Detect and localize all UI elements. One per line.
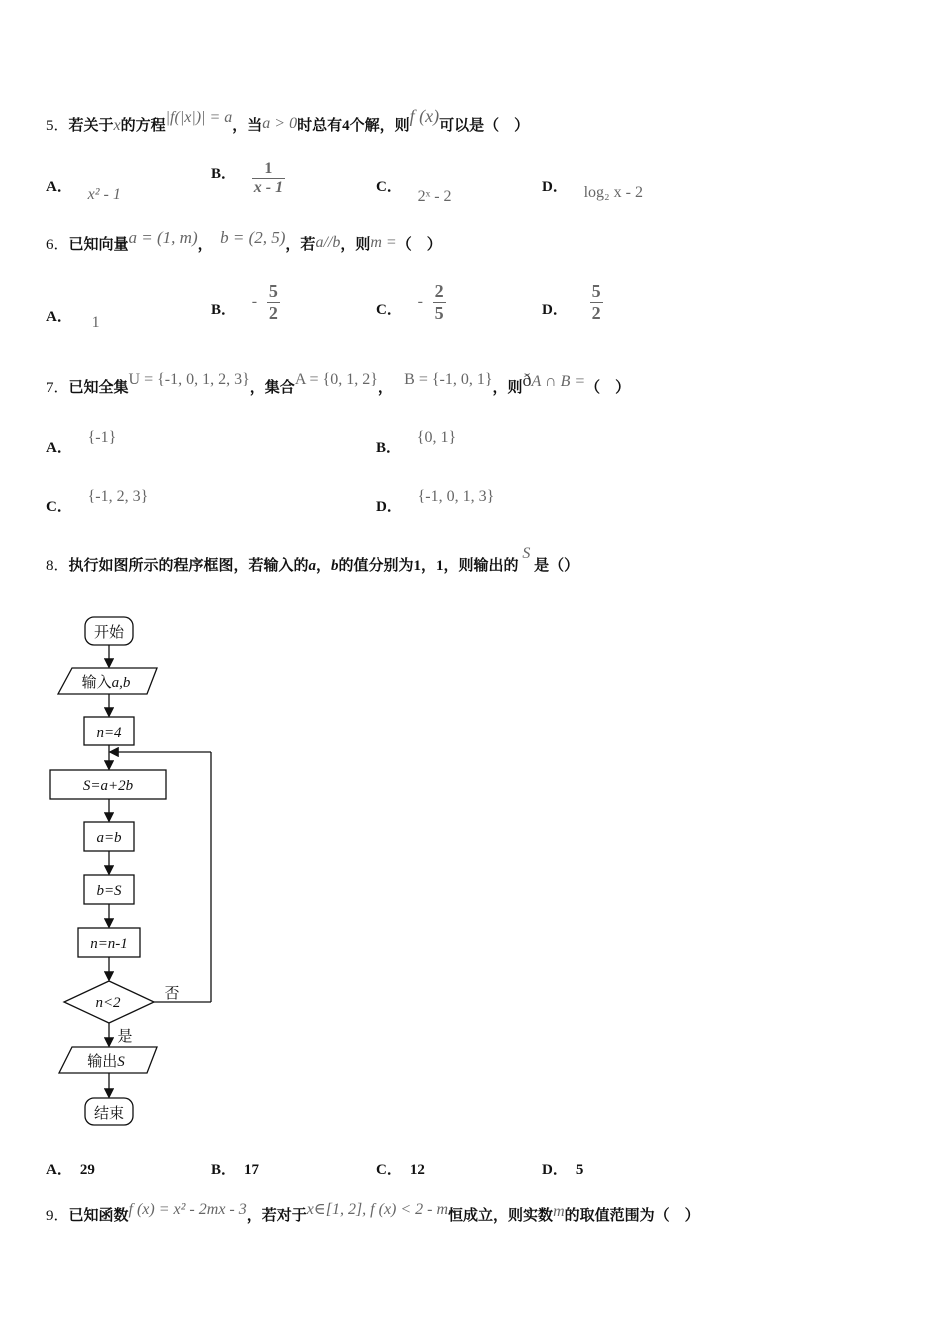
question-text: 恒成立，则实数 (448, 1208, 554, 1224)
question-number: 6． (46, 237, 69, 253)
question-text: ， (197, 237, 213, 253)
option-label: C． (376, 301, 402, 318)
question-text: ， (377, 380, 393, 396)
option-value: 29 (79, 1162, 95, 1178)
math-var-a: a (308, 558, 317, 574)
option-label: A． (46, 1162, 72, 1178)
option-label: B． (211, 301, 237, 318)
option-d[interactable] (376, 488, 495, 516)
option-value: log₂ x - 2 (583, 184, 643, 201)
math-var-s: S (522, 545, 531, 562)
fraction-numerator: 5 (591, 281, 601, 301)
option-label: D． (542, 301, 568, 318)
fraction (252, 160, 285, 197)
yes-label: 是 (117, 1029, 133, 1045)
math-var-b: b (331, 558, 339, 574)
flowchart (0, 600, 260, 1140)
question-text: 已知全集 (68, 380, 129, 396)
question-text: ，当 (232, 118, 263, 134)
option-value: 1 (91, 314, 100, 331)
option-label: C． (46, 499, 72, 515)
option-b[interactable] (211, 160, 285, 197)
question-text: ，若 (285, 237, 316, 253)
option-value: 2ˣ - 2 (417, 188, 452, 205)
question-text: 已知函数 (68, 1208, 129, 1224)
option-a[interactable] (46, 305, 100, 331)
question-text: 时总有4个解，则 (297, 118, 410, 134)
option-label: A． (46, 179, 72, 195)
question-7 (46, 370, 631, 397)
option-d[interactable] (542, 1158, 583, 1179)
fraction-denominator: 2 (268, 303, 278, 323)
math-equation: |f(|x|)| = a (165, 109, 233, 126)
output-var: S (117, 1054, 125, 1070)
question-text: ， (316, 558, 332, 574)
minus-sign: - (251, 292, 258, 310)
question-9 (46, 1201, 700, 1225)
question-text: 已知向量 (68, 237, 129, 253)
question-number: 8． (46, 558, 69, 574)
fraction-numerator: 1 (264, 160, 273, 177)
option-d[interactable] (542, 281, 603, 324)
s-assign-label: S=a+2b (82, 778, 134, 794)
option-label: A． (46, 440, 72, 456)
option-b[interactable] (211, 281, 280, 324)
n-init-label: n=4 (96, 725, 122, 741)
question-text: 是（） (534, 558, 580, 574)
option-label: D． (542, 179, 568, 195)
math-set-b: B = {-1, 0, 1} (404, 371, 493, 388)
fraction-numerator: 5 (268, 281, 278, 301)
question-text: （ ） (396, 237, 442, 253)
math-var-m: m (553, 1203, 565, 1220)
input-label (82, 674, 131, 691)
option-value: {-1, 0, 1, 3} (417, 488, 495, 505)
output-prefix: 输出 (87, 1054, 118, 1070)
question-text: ，则 (492, 380, 523, 396)
question-number: 9． (46, 1208, 69, 1224)
option-value: {-1} (87, 429, 117, 446)
question-number: 5． (46, 118, 69, 134)
n-dec-label: n=n-1 (90, 936, 128, 952)
question-6 (46, 228, 442, 254)
option-b[interactable] (376, 429, 457, 457)
option-label: D． (542, 1162, 568, 1178)
question-text: ，则 (340, 237, 371, 253)
math-vector-b: b = (2, 5) (220, 228, 286, 247)
end-label: 结束 (93, 1106, 125, 1122)
option-value: 12 (409, 1162, 425, 1178)
question-text: 的方程 (120, 118, 166, 134)
option-a[interactable] (46, 175, 121, 203)
math-m: m = (370, 234, 397, 251)
math-set-a: A = {0, 1, 2} (294, 371, 378, 388)
no-label: 否 (164, 986, 180, 1002)
question-8 (46, 545, 580, 575)
question-text: （ ） (585, 380, 631, 396)
question-text: 的取值范围为（ ） (564, 1208, 700, 1224)
option-value: x² - 1 (87, 186, 121, 203)
question-text: 可以是（ ） (439, 118, 530, 134)
question-text: ，若对于 (246, 1208, 307, 1224)
a-assign-label: a=b (96, 830, 122, 846)
math-parallel: a//b (315, 234, 341, 251)
fraction-numerator: 2 (434, 281, 444, 301)
output-label (87, 1053, 125, 1070)
option-a[interactable] (46, 1158, 95, 1179)
option-c[interactable] (376, 281, 446, 324)
math-fx: f (x) (409, 106, 440, 126)
math-set-u: U = {-1, 0, 1, 2, 3} (128, 371, 250, 388)
math-expression: A ∩ B = (531, 373, 586, 390)
fraction (590, 281, 603, 324)
option-value: 17 (244, 1162, 260, 1178)
question-text: 执行如图所示的程序框图，若输入的 (68, 558, 309, 574)
option-label: A． (46, 309, 72, 325)
question-5 (46, 106, 530, 135)
minus-sign: - (417, 292, 423, 310)
option-value: 5 (575, 1162, 584, 1178)
math-complement-symbol: ð (522, 370, 532, 390)
math-condition: x∈[1, 2], f (x) < 2 - m (306, 1201, 449, 1218)
fraction (433, 281, 446, 324)
option-label: B． (211, 165, 237, 182)
option-label: C． (376, 179, 402, 195)
question-text: 的值分别为1，1，则输出的 (338, 558, 519, 574)
option-label: B． (211, 1162, 237, 1178)
option-b[interactable] (211, 1158, 259, 1179)
question-text: ，集合 (249, 380, 295, 396)
question-text: 若关于 (68, 118, 114, 134)
fraction-denominator: 2 (591, 303, 601, 323)
option-c[interactable] (376, 1158, 425, 1179)
fraction (267, 281, 280, 324)
option-label: C． (376, 1162, 402, 1178)
math-var-x: x (113, 117, 121, 134)
b-assign-label: b=S (96, 883, 122, 899)
option-d[interactable] (542, 175, 643, 201)
option-c[interactable] (46, 488, 149, 516)
option-value: {0, 1} (416, 429, 457, 446)
option-label: B． (376, 440, 402, 456)
fraction-denominator: 5 (434, 303, 444, 323)
math-condition: a > 0 (262, 115, 298, 132)
option-c[interactable] (376, 175, 452, 205)
math-vector-a: a = (1, m) (128, 228, 198, 247)
math-function: f (x) = x² - 2mx - 3 (128, 1201, 247, 1218)
option-a[interactable] (46, 429, 117, 457)
question-number: 7． (46, 380, 69, 396)
option-value: {-1, 2, 3} (87, 488, 149, 505)
condition-label: n<2 (95, 995, 121, 1011)
input-prefix: 输入 (81, 675, 112, 691)
fraction-denominator: x - 1 (253, 179, 284, 196)
option-label: D． (376, 499, 402, 515)
start-label: 开始 (93, 625, 125, 641)
input-vars: a,b (111, 675, 131, 691)
